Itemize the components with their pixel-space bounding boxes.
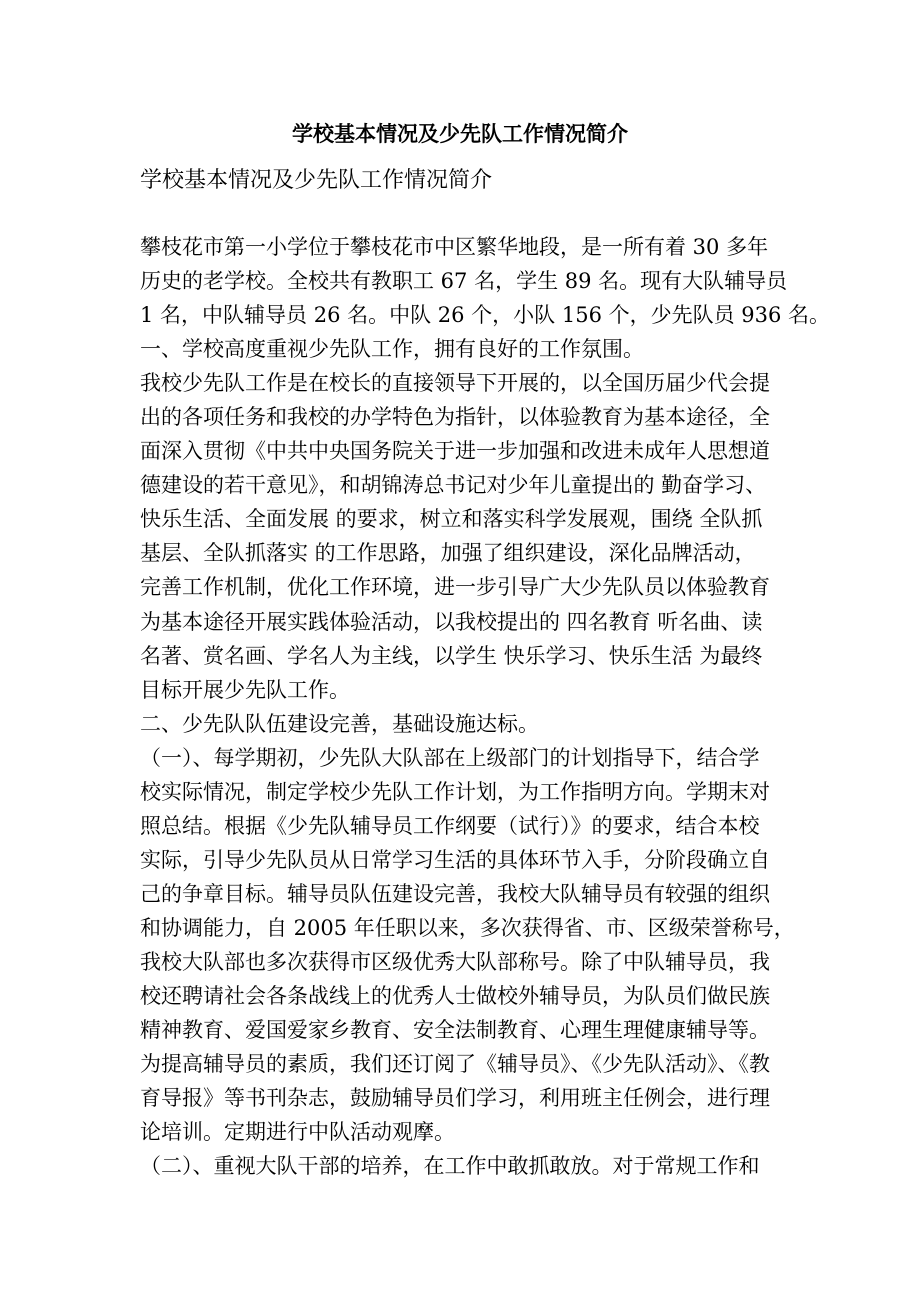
body-text-line: 己的争章目标。辅导员队伍建设完善，我校大队辅导员有较强的组织 <box>140 881 770 906</box>
body-text-line: 完善工作机制，优化工作环境，进一步引导广大少先队员以体验教育 <box>140 575 770 600</box>
body-text-line: 快乐生活、全面发展 的要求，树立和落实科学发展观，围绕 全队抓 <box>140 507 763 532</box>
body-text-line: 和协调能力，自 2005 年任职以来，多次获得省、市、区级荣誉称号， <box>140 915 795 940</box>
document-subtitle: 学校基本情况及少先队工作情况简介 <box>140 168 493 193</box>
body-text-line: 为提高辅导员的素质，我们还订阅了《辅导员》、《少先队活动》、《教 <box>140 1052 770 1077</box>
body-text-line: 历史的老学校。全校共有教职工 67 名，学生 89 名。现有大队辅导员 <box>140 269 788 294</box>
body-text-line: 面深入贯彻《中共中央国务院关于进一步加强和改进未成年人思想道 <box>140 439 770 464</box>
body-text-line: 1 名，中队辅导员 26 名。中队 26 个，小队 156 个，少先队员 936 名。 <box>140 303 831 328</box>
body-text-line: 论培训。定期进行中队活动观摩。 <box>140 1120 455 1145</box>
body-text-line: 一、学校高度重视少先队工作，拥有良好的工作氛围。 <box>140 337 644 362</box>
body-text-line: 基层、全队抓落实 的工作思路，加强了组织建设，深化品牌活动， <box>140 541 756 566</box>
body-text-line: 照总结。根据《少先队辅导员工作纲要（试行）》的要求，结合本校 <box>140 813 760 838</box>
body-text-line: （一）、每学期初，少先队大队部在上级部门的计划指导下，结合学 <box>140 745 760 770</box>
body-text-line: 校还聘请社会各条战线上的优秀人士做校外辅导员，为队员们做民族 <box>140 984 770 1009</box>
body-text-line: 出的各项任务和我校的办学特色为指针，以体验教育为基本途径，全 <box>140 405 770 430</box>
body-text-line: （二）、重视大队干部的培养，在工作中敢抓敢放。对于常规工作和 <box>140 1154 760 1179</box>
body-text-line: 育导报》等书刊杂志，鼓励辅导员们学习，利用班主任例会，进行理 <box>140 1086 770 1111</box>
body-text-line: 实际，引导少先队员从日常学习生活的具体环节入手，分阶段确立自 <box>140 847 770 872</box>
body-text-line: 我校少先队工作是在校长的直接领导下开展的，以全国历届少代会提 <box>140 371 770 396</box>
document-body <box>140 230 831 1183</box>
body-text-line: 德建设的若干意见》，和胡锦涛总书记对少年儿童提出的 勤奋学习、 <box>140 473 767 498</box>
body-text-line: 目标开展少先队工作。 <box>140 677 350 702</box>
body-text-line: 攀枝花市第一小学位于攀枝花市中区繁华地段，是一所有着 30 多年 <box>140 235 769 259</box>
body-text-line: 二、少先队队伍建设完善，基础设施达标。 <box>140 711 539 736</box>
body-text-line: 校实际情况，制定学校少先队工作计划，为工作指明方向。学期末对 <box>140 779 770 804</box>
body-text-line: 为基本途径开展实践体验活动，以我校提出的 四名教育 听名曲、读 <box>140 609 763 634</box>
body-text-line: 我校大队部也多次获得市区级优秀大队部称号。除了中队辅导员，我 <box>140 949 770 974</box>
document-title: 学校基本情况及少先队工作情况简介 <box>292 121 628 146</box>
body-text-line: 名著、赏名画、学名人为主线，以学生 快乐学习、快乐生活 为最终 <box>140 643 763 668</box>
body-text-line: 精神教育、爱国爱家乡教育、安全法制教育、心理生理健康辅导等。 <box>140 1018 770 1043</box>
